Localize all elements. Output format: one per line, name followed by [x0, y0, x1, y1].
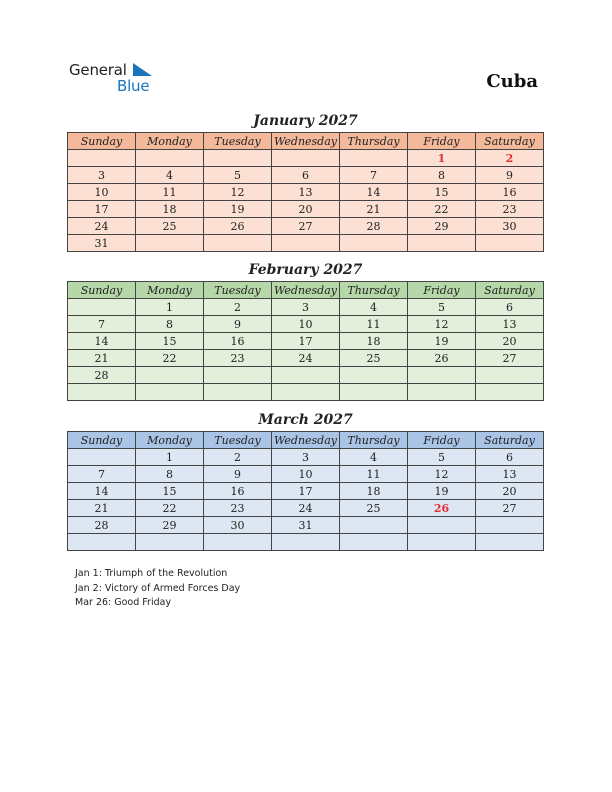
month-title: January 2027	[253, 113, 358, 129]
empty-day-cell	[476, 534, 544, 551]
empty-day-cell	[476, 517, 544, 534]
weekday-header: Friday	[408, 282, 476, 299]
weekday-header: Thursday	[340, 282, 408, 299]
day-cell: 12	[408, 466, 476, 483]
day-cell: 25	[340, 500, 408, 517]
week-row	[68, 449, 544, 466]
holiday-item: Mar 26: Good Friday	[75, 597, 172, 608]
day-cell: 23	[476, 201, 544, 218]
day-cell: 2	[204, 299, 272, 316]
day-cell: 16	[204, 483, 272, 500]
week-row	[68, 384, 544, 401]
empty-day-cell	[340, 534, 408, 551]
day-cell: 29	[408, 218, 476, 235]
day-cell: 22	[136, 500, 204, 517]
empty-day-cell	[272, 235, 340, 252]
week-row	[68, 333, 544, 350]
day-cell: 19	[204, 201, 272, 218]
week-row	[68, 517, 544, 534]
week-row	[68, 150, 544, 167]
empty-day-cell	[476, 367, 544, 384]
week-row	[68, 350, 544, 367]
week-row	[68, 201, 544, 218]
day-cell: 13	[272, 184, 340, 201]
month-february	[67, 260, 544, 401]
day-cell: 2	[204, 449, 272, 466]
day-cell: 30	[476, 218, 544, 235]
day-cell: 16	[204, 333, 272, 350]
day-cell: 6	[476, 449, 544, 466]
day-cell: 6	[272, 167, 340, 184]
day-cell: 31	[68, 235, 136, 252]
day-cell: 14	[68, 483, 136, 500]
day-cell: 20	[476, 483, 544, 500]
empty-day-cell	[340, 517, 408, 534]
day-cell: 26	[408, 500, 476, 517]
day-cell: 18	[136, 201, 204, 218]
weekday-header: Monday	[136, 282, 204, 299]
empty-day-cell	[408, 384, 476, 401]
empty-day-cell	[408, 235, 476, 252]
empty-day-cell	[408, 517, 476, 534]
logo-text-blue: Blue	[117, 77, 150, 95]
day-cell: 28	[68, 517, 136, 534]
day-cell: 22	[136, 350, 204, 367]
day-cell: 10	[272, 466, 340, 483]
empty-day-cell	[204, 384, 272, 401]
calendar-table	[67, 281, 544, 401]
day-cell: 30	[204, 517, 272, 534]
calendar-body	[68, 449, 544, 551]
month-january	[67, 111, 544, 252]
day-cell: 27	[272, 218, 340, 235]
day-cell: 27	[476, 350, 544, 367]
day-cell: 21	[68, 500, 136, 517]
day-cell: 19	[408, 333, 476, 350]
week-row	[68, 500, 544, 517]
day-cell: 28	[340, 218, 408, 235]
empty-day-cell	[136, 534, 204, 551]
weekday-header: Monday	[136, 432, 204, 449]
empty-day-cell	[340, 235, 408, 252]
day-cell: 17	[272, 483, 340, 500]
day-cell: 3	[272, 299, 340, 316]
empty-day-cell	[204, 150, 272, 167]
day-cell: 10	[68, 184, 136, 201]
empty-day-cell	[204, 534, 272, 551]
empty-day-cell	[68, 534, 136, 551]
holiday-list	[75, 567, 240, 611]
day-cell: 1	[136, 449, 204, 466]
empty-day-cell	[136, 367, 204, 384]
empty-day-cell	[136, 384, 204, 401]
weekday-header: Wednesday	[272, 133, 340, 150]
empty-day-cell	[68, 299, 136, 316]
weekday-header: Monday	[136, 133, 204, 150]
day-cell: 31	[272, 517, 340, 534]
holiday-item: Jan 1: Triumph of the Revolution	[75, 568, 228, 579]
day-cell: 11	[340, 466, 408, 483]
weekday-header: Sunday	[68, 282, 136, 299]
day-cell: 17	[68, 201, 136, 218]
calendar-body	[68, 299, 544, 401]
day-cell: 15	[136, 483, 204, 500]
empty-day-cell	[272, 384, 340, 401]
day-cell: 23	[204, 500, 272, 517]
day-cell: 16	[476, 184, 544, 201]
day-cell: 26	[204, 218, 272, 235]
week-row	[68, 466, 544, 483]
day-cell: 7	[68, 316, 136, 333]
day-cell: 18	[340, 483, 408, 500]
empty-day-cell	[68, 150, 136, 167]
empty-day-cell	[272, 534, 340, 551]
day-cell: 1	[408, 150, 476, 167]
day-cell: 24	[272, 500, 340, 517]
logo-triangle-icon	[133, 63, 153, 77]
day-cell: 15	[136, 333, 204, 350]
day-cell: 14	[340, 184, 408, 201]
country-title: Cuba	[486, 71, 538, 92]
weekday-header: Sunday	[68, 432, 136, 449]
weekday-header: Wednesday	[272, 282, 340, 299]
day-cell: 24	[68, 218, 136, 235]
day-cell: 18	[340, 333, 408, 350]
day-cell: 8	[136, 316, 204, 333]
day-cell: 12	[204, 184, 272, 201]
day-cell: 17	[272, 333, 340, 350]
empty-day-cell	[204, 367, 272, 384]
weekday-header-row	[68, 282, 544, 299]
month-title: March 2027	[258, 412, 353, 428]
empty-day-cell	[136, 235, 204, 252]
day-cell: 11	[136, 184, 204, 201]
empty-day-cell	[340, 150, 408, 167]
day-cell: 3	[68, 167, 136, 184]
day-cell: 15	[408, 184, 476, 201]
day-cell: 24	[272, 350, 340, 367]
calendar-table	[67, 132, 544, 252]
month-title: February 2027	[248, 262, 363, 278]
day-cell: 6	[476, 299, 544, 316]
empty-day-cell	[204, 235, 272, 252]
day-cell: 11	[340, 316, 408, 333]
empty-day-cell	[68, 384, 136, 401]
day-cell: 7	[68, 466, 136, 483]
day-cell: 25	[340, 350, 408, 367]
day-cell: 19	[408, 483, 476, 500]
empty-day-cell	[136, 150, 204, 167]
week-row	[68, 367, 544, 384]
calendar-table	[67, 431, 544, 551]
weekday-header: Saturday	[476, 432, 544, 449]
weekday-header: Tuesday	[204, 282, 272, 299]
weekday-header: Thursday	[340, 432, 408, 449]
week-row	[68, 483, 544, 500]
holiday-item: Jan 2: Victory of Armed Forces Day	[75, 582, 241, 594]
day-cell: 8	[136, 466, 204, 483]
week-row	[68, 235, 544, 252]
week-row	[68, 218, 544, 235]
empty-day-cell	[476, 384, 544, 401]
day-cell: 9	[204, 316, 272, 333]
day-cell: 25	[136, 218, 204, 235]
weekday-header-row	[68, 432, 544, 449]
generalblue-logo	[69, 61, 169, 97]
day-cell: 26	[408, 350, 476, 367]
weekday-header: Tuesday	[204, 432, 272, 449]
day-cell: 10	[272, 316, 340, 333]
day-cell: 13	[476, 316, 544, 333]
day-cell: 29	[136, 517, 204, 534]
week-row	[68, 167, 544, 184]
day-cell: 3	[272, 449, 340, 466]
empty-day-cell	[340, 384, 408, 401]
day-cell: 20	[476, 333, 544, 350]
week-row	[68, 184, 544, 201]
day-cell: 8	[408, 167, 476, 184]
empty-day-cell	[408, 367, 476, 384]
day-cell: 13	[476, 466, 544, 483]
month-march	[67, 410, 544, 551]
day-cell: 21	[340, 201, 408, 218]
empty-day-cell	[272, 367, 340, 384]
day-cell: 5	[408, 449, 476, 466]
empty-day-cell	[272, 150, 340, 167]
week-row	[68, 299, 544, 316]
weekday-header: Tuesday	[204, 133, 272, 150]
day-cell: 1	[136, 299, 204, 316]
day-cell: 4	[340, 449, 408, 466]
day-cell: 21	[68, 350, 136, 367]
day-cell: 20	[272, 201, 340, 218]
weekday-header: Thursday	[340, 133, 408, 150]
week-row	[68, 534, 544, 551]
day-cell: 9	[204, 466, 272, 483]
empty-day-cell	[408, 534, 476, 551]
day-cell: 14	[68, 333, 136, 350]
weekday-header: Saturday	[476, 133, 544, 150]
empty-day-cell	[68, 449, 136, 466]
weekday-header: Friday	[408, 432, 476, 449]
day-cell: 9	[476, 167, 544, 184]
day-cell: 27	[476, 500, 544, 517]
day-cell: 4	[340, 299, 408, 316]
day-cell: 28	[68, 367, 136, 384]
weekday-header: Wednesday	[272, 432, 340, 449]
day-cell: 5	[204, 167, 272, 184]
day-cell: 12	[408, 316, 476, 333]
weekday-header: Saturday	[476, 282, 544, 299]
weekday-header: Friday	[408, 133, 476, 150]
day-cell: 7	[340, 167, 408, 184]
day-cell: 5	[408, 299, 476, 316]
day-cell: 4	[136, 167, 204, 184]
weekday-header-row	[68, 133, 544, 150]
empty-day-cell	[340, 367, 408, 384]
week-row	[68, 316, 544, 333]
day-cell: 23	[204, 350, 272, 367]
weekday-header: Sunday	[68, 133, 136, 150]
day-cell: 22	[408, 201, 476, 218]
logo-text-general: General	[69, 61, 127, 79]
empty-day-cell	[476, 235, 544, 252]
calendar-body	[68, 150, 544, 252]
day-cell: 2	[476, 150, 544, 167]
